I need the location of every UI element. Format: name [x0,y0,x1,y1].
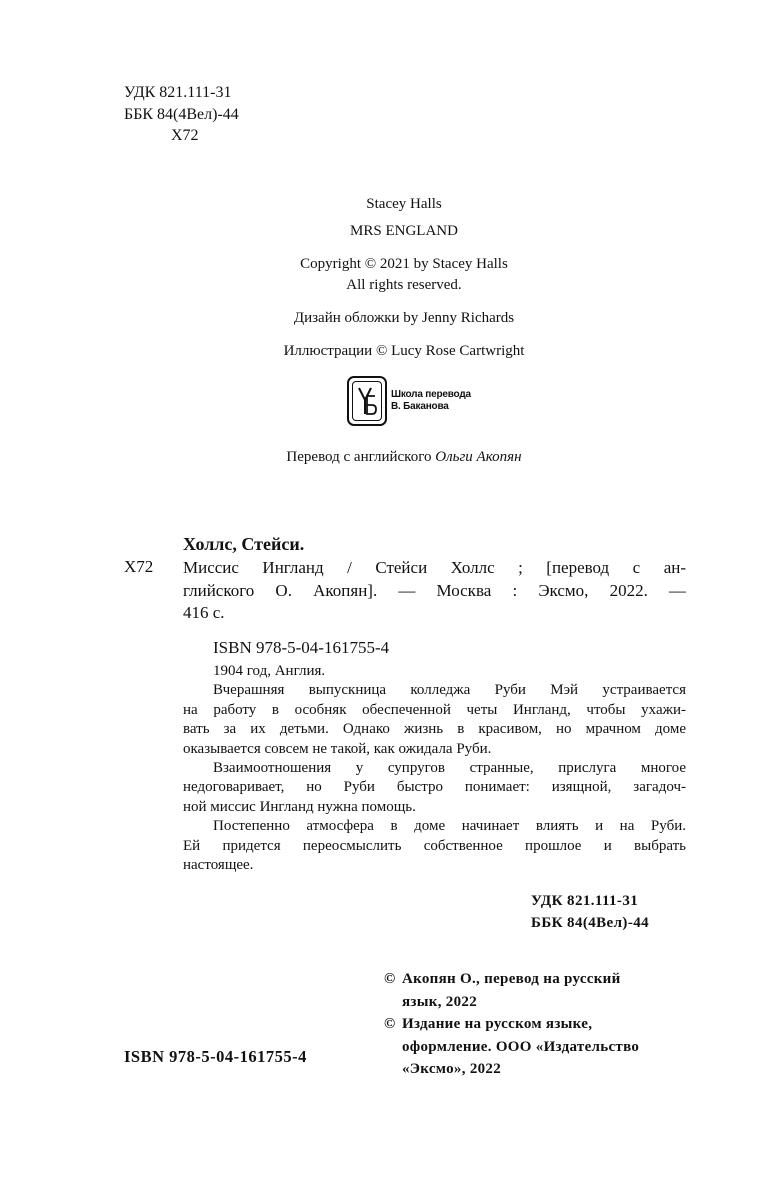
annotation-line: ной миссис Ингланд нужна помощь. [183,798,416,815]
bbk-code: ББК 84(4Вел)-44 [124,105,239,123]
annotation [183,662,686,875]
copyright-line: оформление. ООО «Издательство [402,1038,640,1055]
bbk-code-bold: ББК 84(4Вел)-44 [531,915,650,931]
author-mark: Х72 [171,127,199,144]
title-en: MRS ENGLAND [350,223,458,239]
record-author-heading: Холлс, Стейси. [183,534,305,554]
annotation-line: Вчерашняя выпускница колледжа Руби Мэй устраивается [213,682,686,699]
classification-footer [531,890,649,934]
udk-code-bold: УДК 821.111-31 [531,893,639,909]
record-line: глийского О. Акопян]. — Москва : Эксмо, 2022. — [183,580,686,600]
annotation-line: на работу в особняк обеспеченной четы Ингланд, чтобы ухажи- [183,701,686,718]
school-logo-icon [347,376,387,426]
copyright-symbol: © [384,1016,396,1032]
copyright-symbol: © [384,971,396,987]
record-isbn: ISBN 978-5-04-161755-4 [213,638,390,657]
bibliographic-record [183,557,686,625]
annotation-line: Постепенно атмосфера в доме начинает влиять и на Руби. [213,818,686,835]
classification-header [124,82,239,147]
copyright-entry [384,1013,689,1081]
rights-line: All rights reserved. [346,277,462,293]
udk-code: УДК 821.111-31 [124,84,232,101]
logo-line-2: В. Баканова [391,401,449,412]
isbn-footer: ISBN 978-5-04-161755-4 [124,1047,307,1066]
annotation-line: оказывается совсем не такой, как ожидала Руби. [183,740,492,757]
annotation-line: 1904 год, Англия. [213,663,326,679]
illustrations-line: Иллюстрации © Lucy Rose Cartwright [283,343,525,359]
record-author-mark: Х72 [124,557,154,576]
copyright-line: Copyright © 2021 by Stacey Halls [300,256,508,272]
annotation-line: настоящее. [183,857,254,874]
copyright-line: Издание на русском языке, [402,1016,593,1032]
copyright-notices [384,968,689,1081]
author-en: Stacey Halls [366,196,442,212]
translation-credit [0,449,768,466]
copyright-line: «Эксмо», 2022 [402,1061,502,1077]
cover-design-line: Дизайн обложки by Jenny Richards [293,310,515,326]
record-line: 416 с. [183,603,225,622]
translation-school-logo [347,376,477,428]
annotation-line: недоговаривает, но Руби быстро понимает: изящной, загадоч- [183,779,686,796]
copyright-entry [384,968,689,1013]
annotation-line: вать за их детьми. Однако жизнь в красивом, но мрачном доме [183,721,686,738]
logo-line-1: Школа перевода [391,389,471,400]
record-line: Миссис Ингланд / Стейси Холлс ; [перевод с ан- [183,558,686,577]
annotation-line: Взаимоотношения у супругов странные, прислуга многое [213,760,686,777]
annotation-line: Ей придется переосмыслить собственное прошлое и выбрать [183,837,686,854]
copyright-line: Акопян О., перевод на русский [402,971,621,987]
translation-label: Перевод с английского [286,449,432,465]
translator-name: Ольги Акопян [435,449,522,465]
copyright-line: язык, 2022 [402,993,477,1010]
